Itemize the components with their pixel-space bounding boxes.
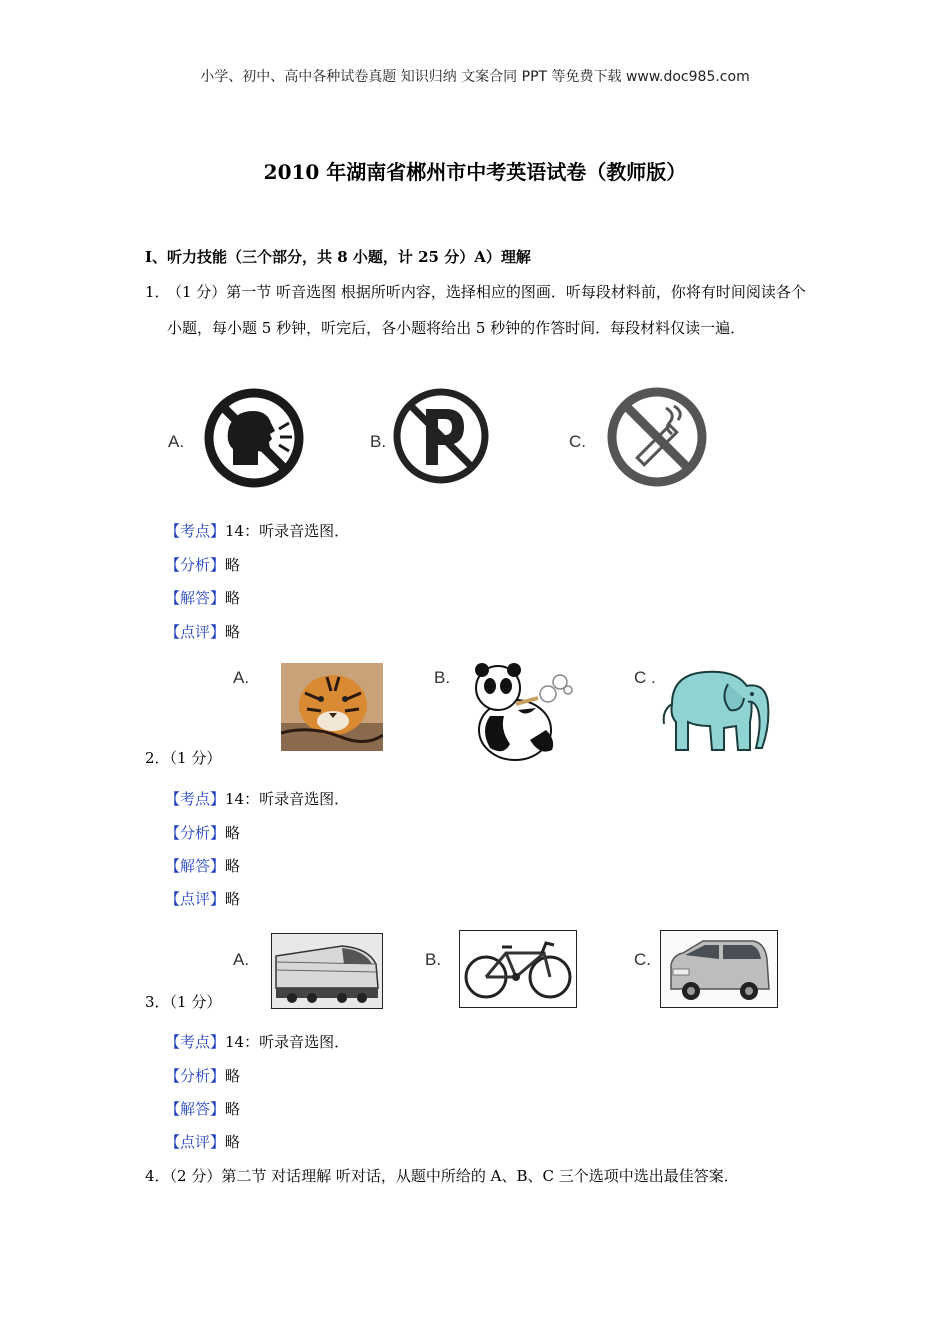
- question-2: [145, 744, 221, 772]
- note-dianping: 【点评】略: [165, 623, 241, 641]
- bicycle-image: [459, 930, 577, 1008]
- note-kaodian: 【考点】14：听录音选图．: [165, 1033, 350, 1051]
- note-fenxi: 【分析】略: [165, 1067, 241, 1085]
- train-image: [271, 933, 383, 1009]
- note-kaodian: 【考点】14：听录音选图．: [165, 522, 350, 540]
- question-number: 3．: [145, 993, 170, 1011]
- car-image: [660, 930, 778, 1008]
- note-fenxi: 【分析】略: [165, 824, 241, 842]
- option-c-label: C.: [634, 950, 651, 969]
- option-b-label: B.: [434, 668, 451, 687]
- site-header: 小学、初中、高中各种试卷真题 知识归纳 文案合同 PPT 等免费下载 www.doc985.com: [200, 69, 750, 85]
- option-c-label: C.: [569, 432, 586, 451]
- no-smoking-sign-icon: [606, 386, 708, 488]
- tiger-image: [281, 663, 383, 751]
- question-3: [145, 988, 221, 1016]
- question-text: （1 分）第一节 听音选图 根据所听内容，选择相应的图画．听每段材料前，你将有时间阅读各个小题，每小题 5 秒钟，听完后，各小题将给出 5 秒钟的作答时间．每段材料仅读一遍．: [167, 283, 806, 337]
- option-a-label: A.: [233, 668, 250, 687]
- option-c-label: C .: [634, 668, 656, 687]
- question-text: （2 分）第二节 对话理解 听对话，从题中所给的 A、B、C 三个选项中选出最佳答案．: [169, 1167, 739, 1185]
- question-text: （1 分）: [169, 749, 222, 767]
- no-parking-sign-icon: [392, 387, 490, 485]
- elephant-image: [654, 664, 778, 754]
- option-b-label: B.: [370, 432, 387, 451]
- option-b-label: B.: [425, 950, 442, 969]
- note-dianping: 【点评】略: [165, 890, 241, 908]
- note-jieda: 【解答】略: [165, 1100, 241, 1118]
- question-number: 4．: [145, 1167, 170, 1185]
- no-talking-sign-icon: [203, 387, 305, 489]
- note-jieda: 【解答】略: [165, 857, 241, 875]
- section-heading: I、听力技能（三个部分，共 8 小题，计 25 分）A）理解: [145, 248, 531, 266]
- panda-image: [460, 660, 580, 766]
- option-a-label: A.: [168, 432, 185, 451]
- page-title: 2010 年湖南省郴州市中考英语试卷（教师版）: [263, 160, 687, 184]
- question-number: 1．: [145, 283, 170, 301]
- note-fenxi: 【分析】略: [165, 556, 241, 574]
- note-kaodian: 【考点】14：听录音选图．: [165, 790, 350, 808]
- note-dianping: 【点评】略: [165, 1133, 241, 1151]
- option-a-label: A.: [233, 950, 250, 969]
- note-jieda: 【解答】略: [165, 589, 241, 607]
- question-text: （1 分）: [169, 993, 222, 1011]
- question-4: [145, 1162, 739, 1190]
- question-number: 2．: [145, 749, 170, 767]
- question-1: [145, 274, 810, 346]
